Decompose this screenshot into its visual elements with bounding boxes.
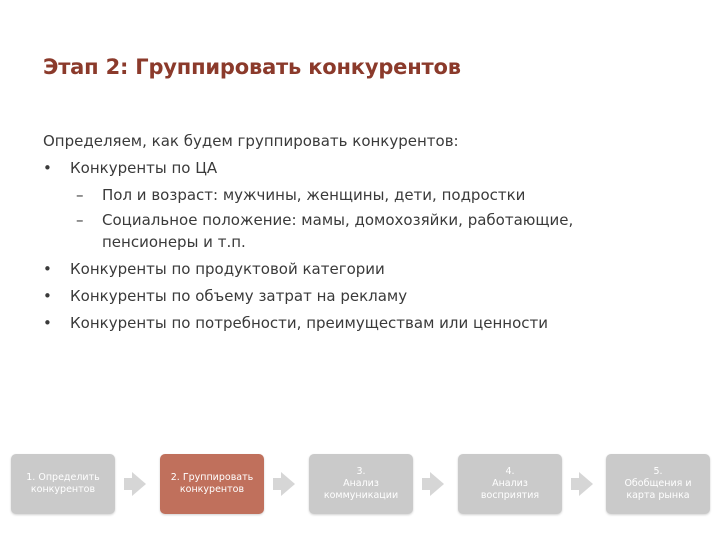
chevron-arrow-right-icon [579,472,593,496]
dash-icon: – [76,186,84,204]
step-label-line: Анализ [492,478,528,489]
step-label-line: 4. [505,466,515,477]
bullet-label: Конкуренты по объему затрат на рекламу [70,287,408,305]
step-label-line: 2. Группировать [170,472,254,483]
chevron-arrow-right-icon [132,472,146,496]
process-step-5 [606,454,710,514]
bullet-label: Конкуренты по ЦА [70,159,218,177]
step-label-line: конкурентов [30,484,96,495]
process-step-4 [458,454,562,514]
step-label-line: коммуникации [323,490,399,501]
process-step-2 [160,454,264,514]
bullet-label: Конкуренты по продуктовой категории [70,260,385,278]
dash-icon: – [76,211,84,229]
bullet-icon: • [43,314,52,332]
process-step-3 [309,454,413,514]
step-label-line: 1. Определить [26,472,100,483]
step-label-line: восприятия [480,490,540,501]
process-step-1 [11,454,115,514]
step-label-line: 3. [356,466,366,477]
sub-item-social-continuation: пенсионеры и т.п. [102,233,246,251]
sub-item-label: Социальное положение: мамы, домохозяйки, работающие, [102,211,574,229]
chevron-arrow-right-icon [281,472,295,496]
step-label-line: конкурентов [179,484,245,495]
chevron-arrow-right-icon [430,472,444,496]
page-title: Этап 2: Группировать конкурентов [43,55,461,79]
step-label-line: 5. [653,466,663,477]
intro-text: Определяем, как будем группировать конкурентов: [43,132,459,150]
step-label-line: карта рынка [626,490,690,501]
step-label-line: Обобщения и [624,478,692,489]
step-label-line: Анализ [343,478,379,489]
bullet-icon: • [43,287,52,305]
bullet-icon: • [43,159,52,177]
bullet-icon: • [43,260,52,278]
sub-item-label: Пол и возраст: мужчины, женщины, дети, подростки [102,186,526,204]
bullet-label: Конкуренты по потребности, преимуществам или ценности [70,314,548,332]
